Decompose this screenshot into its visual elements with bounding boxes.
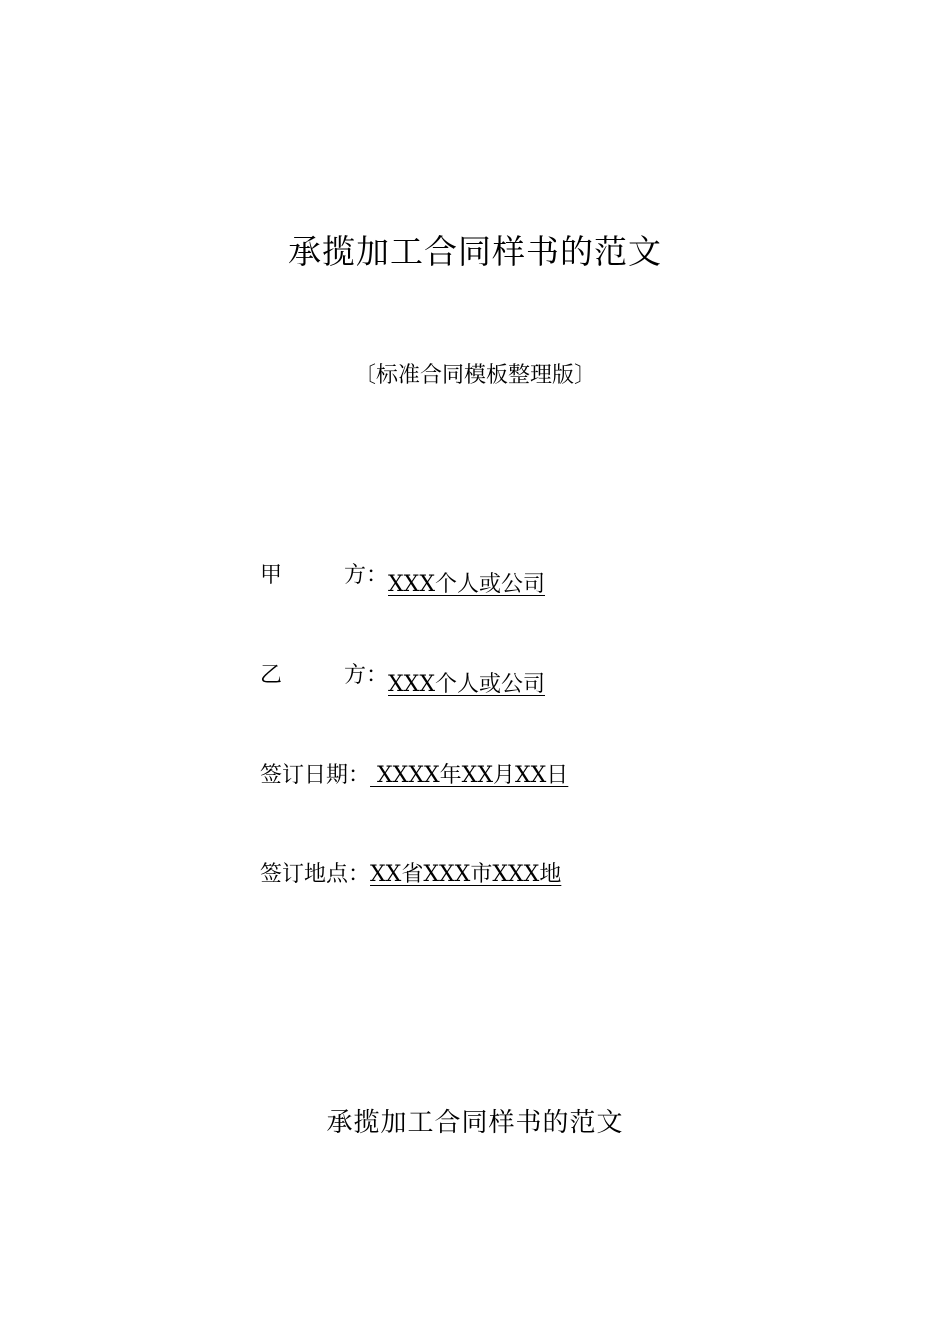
party-a-label-char2: 方： bbox=[343, 563, 388, 588]
party-b-label-char2: 方： bbox=[343, 663, 388, 688]
sign-place-value-text: XX省XXX市XXX地 bbox=[370, 862, 562, 887]
sign-place-value bbox=[370, 860, 573, 890]
sign-date-value-text: XXXX年XX月XX日 bbox=[370, 763, 569, 788]
sign-date-label: 签订日期： bbox=[260, 763, 371, 788]
document-subtitle: 〔标准合同模板整理版〕 bbox=[353, 363, 596, 388]
party-a-value bbox=[388, 570, 599, 600]
party-b-label-char1: 乙 bbox=[260, 663, 283, 688]
party-a-value-text: XXX个人或公司 bbox=[388, 572, 545, 597]
party-a-field bbox=[260, 561, 599, 600]
document-title: 承揽加工合同样书的范文 bbox=[288, 232, 662, 271]
sign-date-value bbox=[370, 761, 594, 791]
party-a-label-char1: 甲 bbox=[260, 563, 283, 588]
sign-place-label: 签订地点： bbox=[260, 862, 371, 887]
party-b-value-text: XXX个人或公司 bbox=[388, 672, 545, 697]
party-a-label bbox=[260, 561, 388, 591]
party-b-field bbox=[260, 661, 599, 700]
sign-place-field bbox=[260, 860, 573, 890]
section-title: 承揽加工合同样书的范文 bbox=[326, 1108, 624, 1138]
party-b-label bbox=[260, 661, 388, 691]
sign-date-field bbox=[260, 761, 594, 791]
party-b-value bbox=[388, 670, 599, 700]
